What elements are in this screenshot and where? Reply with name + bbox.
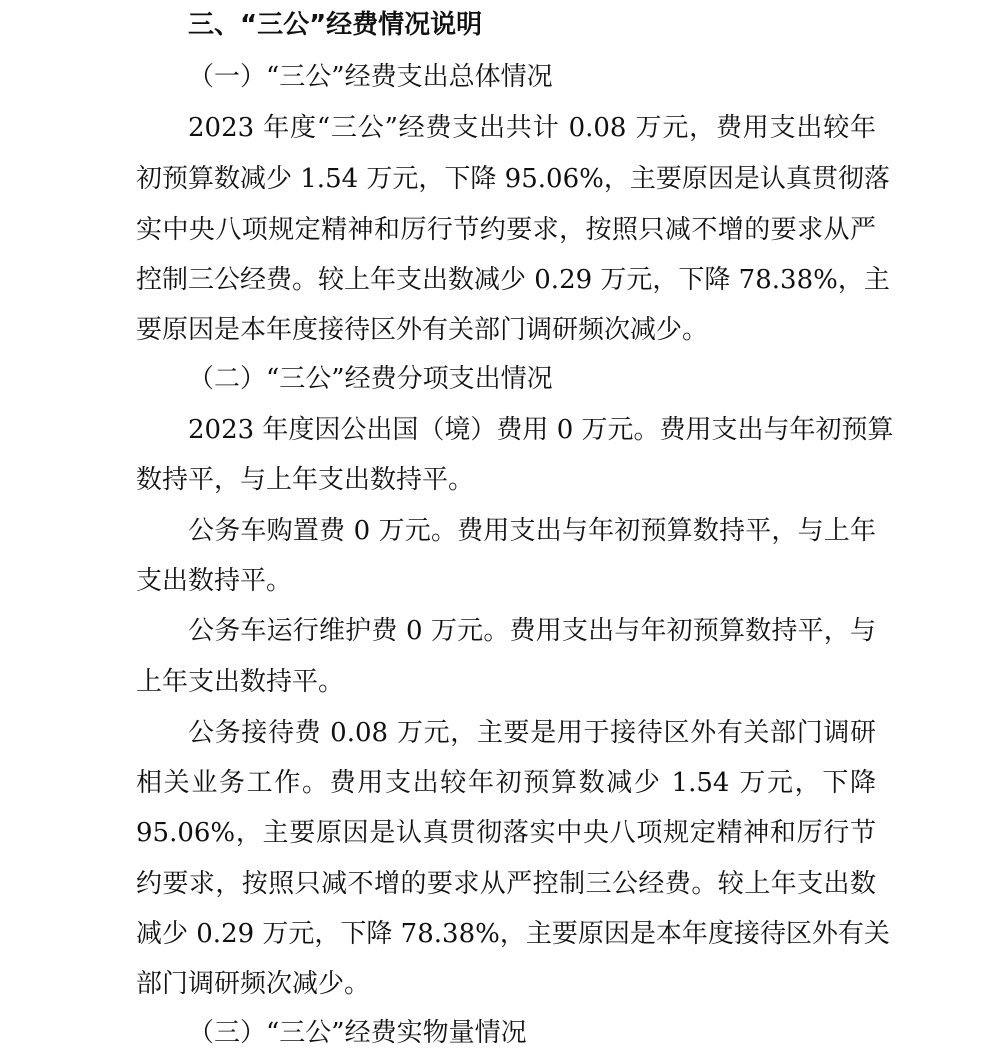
- paragraph-line: 控制三公经费。较上年支出数减少 0.29 万元，下降 78.38%，主: [136, 265, 890, 295]
- paragraph-line: 公务接待费 0.08 万元，主要是用于接待区外有关部门调研: [188, 718, 876, 748]
- paragraph-line: 数持平，与上年支出数持平。: [136, 465, 475, 495]
- paragraph-line: 实中央八项规定精神和厉行节约要求，按照只减不增的要求从严: [136, 215, 876, 245]
- subsection-1-title: （一）“三公”经费支出总体情况: [188, 62, 553, 92]
- section-title: 三、“三公”经费情况说明: [188, 10, 483, 40]
- paragraph-line: 上年支出数持平。: [136, 667, 345, 697]
- paragraph-line: 相关业务工作。费用支出较年初预算数减少 1.54 万元，下降: [136, 768, 876, 798]
- subsection-3-title: （三）“三公”经费实物量情况: [188, 1018, 527, 1048]
- paragraph-line: 公务车运行维护费 0 万元。费用支出与年初预算数持平，与: [188, 616, 876, 646]
- paragraph-line: 部门调研频次减少。: [136, 969, 371, 999]
- paragraph-line: 支出数持平。: [136, 566, 293, 596]
- paragraph-line: 约要求，按照只减不增的要求从严控制三公经费。较上年支出数: [136, 869, 876, 899]
- paragraph-line: 减少 0.29 万元，下降 78.38%，主要原因是本年度接待区外有关: [136, 919, 890, 949]
- paragraph-line: 95.06%，主要原因是认真贯彻落实中央八项规定精神和厉行节: [136, 818, 876, 848]
- subsection-2-title: （二）“三公”经费分项支出情况: [188, 364, 553, 394]
- paragraph-line: 初预算数减少 1.54 万元，下降 95.06%，主要原因是认真贯彻落: [136, 164, 890, 194]
- paragraph-line: 2023 年度因公出国（境）费用 0 万元。费用支出与年初预算: [188, 415, 894, 445]
- paragraph-line: 公务车购置费 0 万元。费用支出与年初预算数持平，与上年: [188, 516, 876, 546]
- paragraph-line: 2023 年度“三公”经费支出共计 0.08 万元，费用支出较年: [188, 113, 876, 143]
- paragraph-line: 要原因是本年度接待区外有关部门调研频次减少。: [136, 315, 709, 345]
